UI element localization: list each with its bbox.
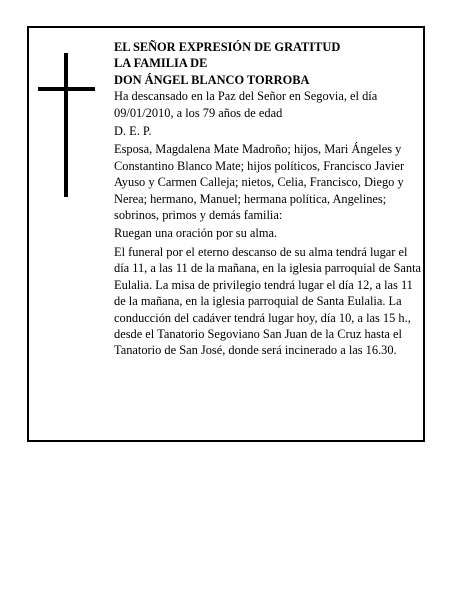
- heading-line-3: DON ÁNGEL BLANCO TORROBA: [114, 72, 310, 87]
- obituary-heading: [114, 39, 424, 88]
- cross-vertical-bar: [64, 53, 68, 197]
- obituary-text: [114, 39, 424, 359]
- heading-line-2: LA FAMILIA DE: [114, 56, 208, 71]
- cross-horizontal-bar: [38, 87, 95, 91]
- prayer-request: Ruegan una oración por su alma.: [114, 226, 278, 241]
- funeral-details: El funeral por el eterno descanso de su alma tendrá lugar el día 11, a las 11 de la mañana, en la iglesia parroquial de Santa Eulalia. La misa de privilegio tendrá lugar el día 12, a las 11 de la mañana, en la iglesia parroquial de Santa Eulalia. La conducción del cadáver tendrá lugar hoy, día 10, a las 15 h., desde el Tanatorio Segoviano San Juan de la Cruz hasta el Tanatorio de San José, donde será incinerado a las 16.30.: [114, 244, 422, 358]
- family-list: Esposa, Magdalena Mate Madroño; hijos, Mari Ángeles y Constantino Blanco Mate; hijos políticos, Francisco Javier Ayuso y Carmen Calleja; nietos, Celia, Francisco, Diego y Nerea; hermano, Manuel; hermana política, Angelines; sobrinos, primos y demás familia:: [114, 142, 405, 223]
- heading-line-1: EL SEÑOR EXPRESIÓN DE GRATITUD: [114, 40, 341, 54]
- cross-icon: [38, 53, 98, 197]
- dep-line: D. E. P.: [114, 124, 152, 139]
- rest-statement: Ha descansado en la Paz del Señor en Segovia, el día 09/01/2010, a los 79 años de edad: [114, 89, 378, 120]
